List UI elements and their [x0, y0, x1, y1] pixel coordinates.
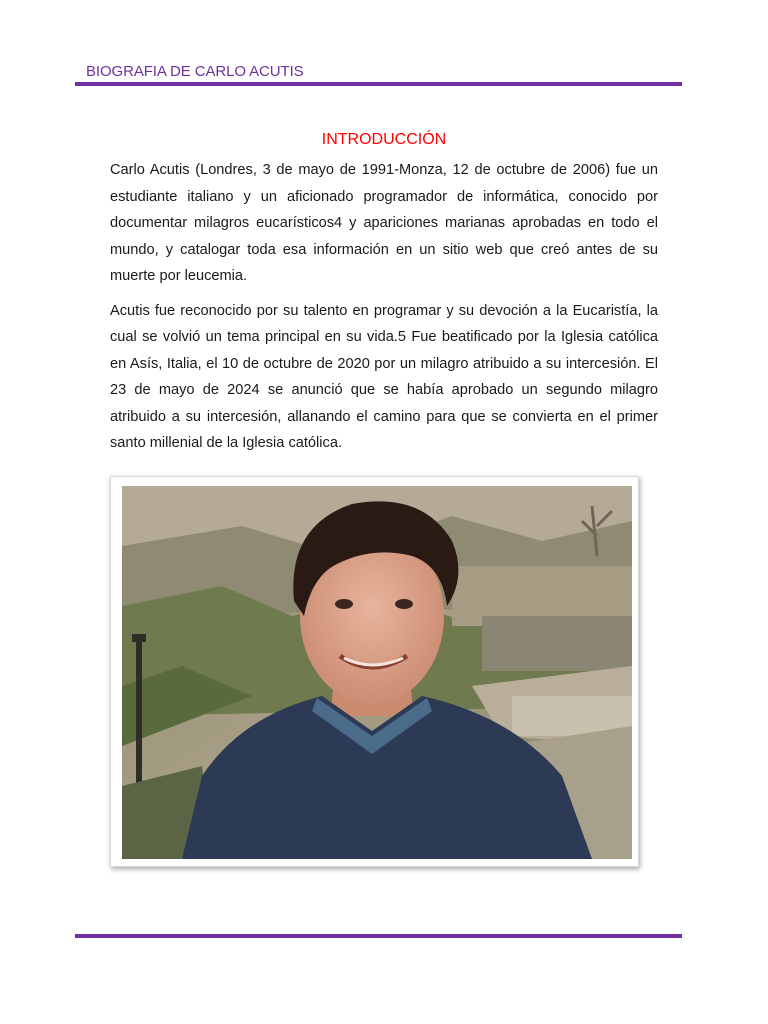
footer-divider	[75, 934, 682, 938]
portrait-photo	[122, 486, 632, 859]
header-divider	[75, 82, 682, 86]
section-heading: INTRODUCCIÓN	[321, 131, 447, 148]
body-text	[110, 157, 658, 465]
paragraph-2: Acutis fue reconocido por su talento en programar y su devoción a la Eucaristía, la cual se volvió un tema principal en su vida.5 Fue beatificado por la Iglesia católica en Asís, Italia, el 10 de octubre de 2020 por un milagro atribuido a su intercesión. El 23 de mayo de 2024 se anunció que se había aprobado un segundo milagro atribuido a su intercesión, allanando el camino para que se convierta en el primer santo millenial de la Iglesia católica.	[110, 302, 658, 451]
paragraph-1: Carlo Acutis (Londres, 3 de mayo de 1991-Monza, 12 de octubre de 2006) fue un estudiante italiano y un aficionado programador de informática, conocido por documentar milagros eucarísticos4 y apariciones marianas aprobadas en todo el mundo, y catalogar toda esa información en un sitio web que creó antes de su muerte por leucemia.	[110, 162, 658, 284]
portrait-photo-frame	[110, 476, 639, 867]
header-title: BIOGRAFIA DE CARLO ACUTIS	[86, 63, 304, 80]
